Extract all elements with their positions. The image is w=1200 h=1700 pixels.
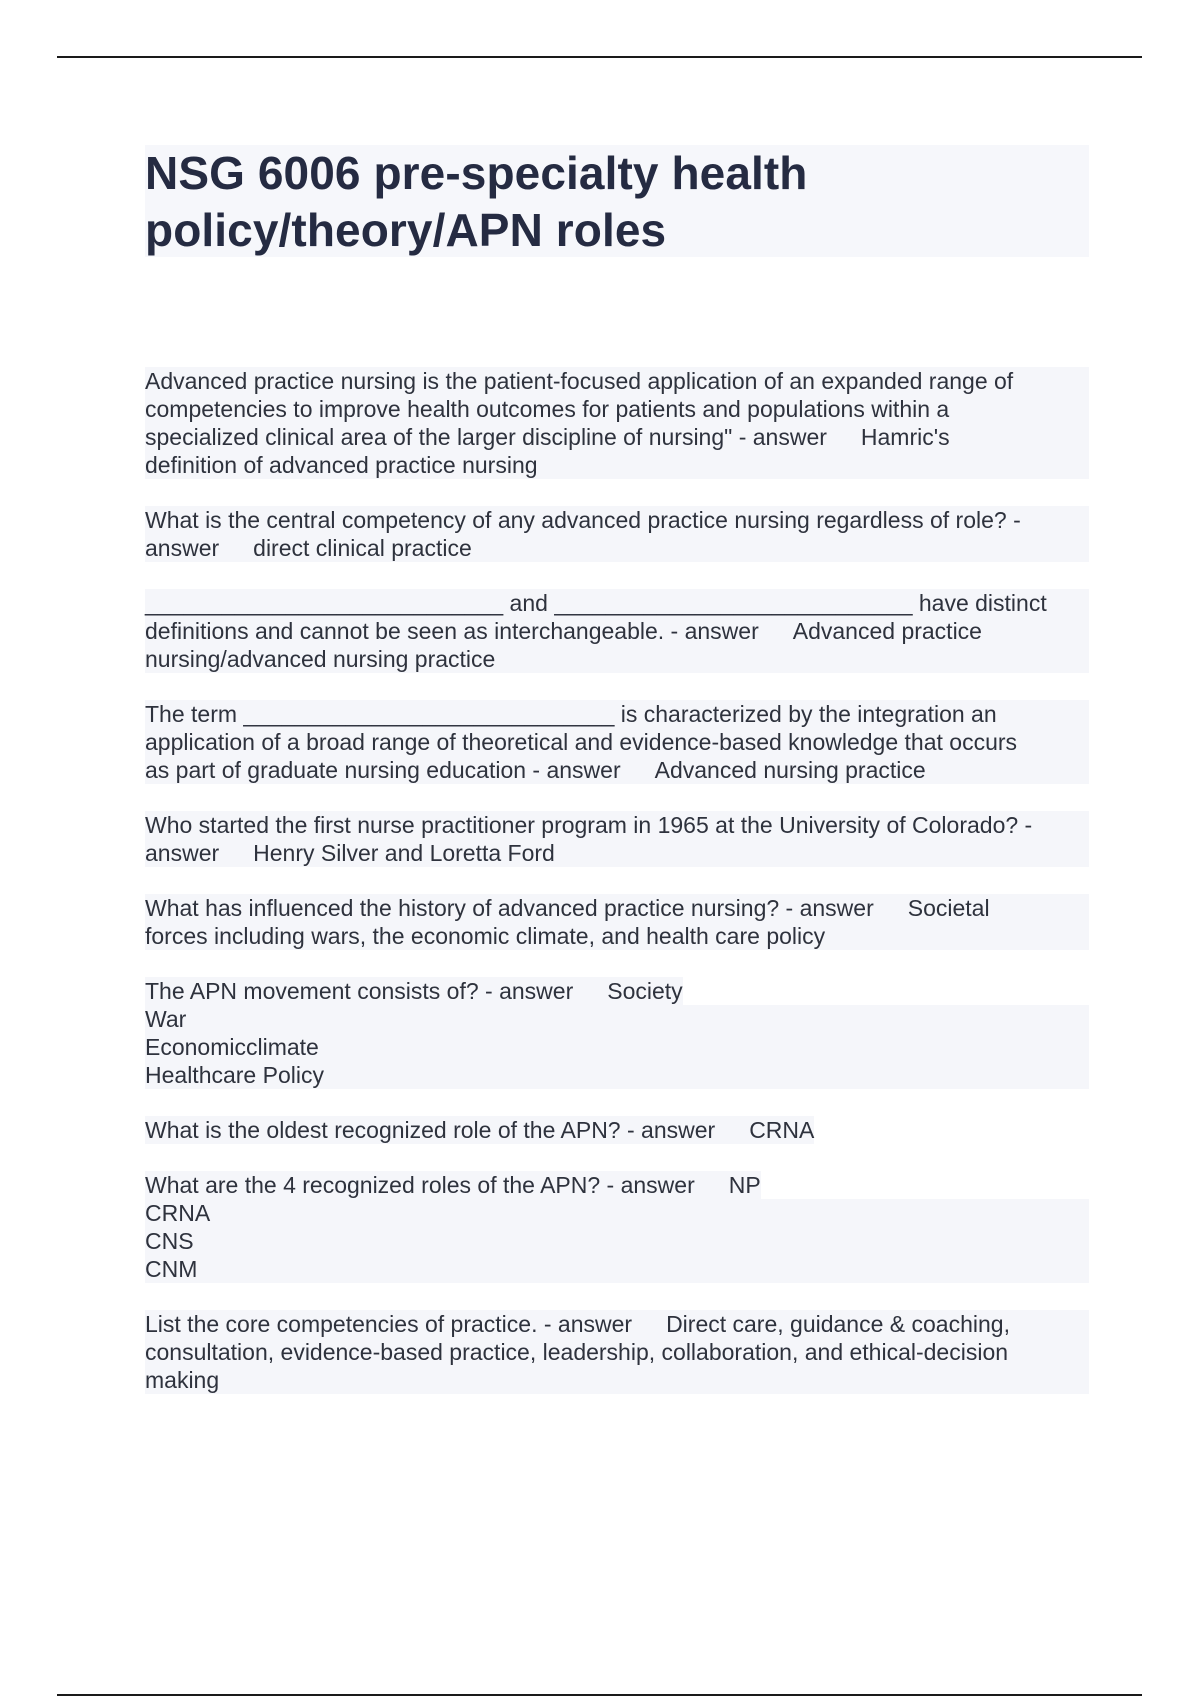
qa-line: application of a broad range of theoretical and evidence-based knowledge that occurs <box>145 728 1089 756</box>
qa-answer-text: CRNA <box>749 1117 815 1143</box>
top-rule <box>57 56 1142 58</box>
qa-line: CNS <box>145 1227 1089 1255</box>
qa-answer-text: Direct care, guidance & coaching, <box>666 1311 1010 1337</box>
title-line-2: policy/theory/APN roles <box>145 204 667 256</box>
qa-question-text: as part of graduate nursing education - answer <box>145 757 621 783</box>
title-block <box>145 145 1089 257</box>
qa-item <box>145 894 1089 950</box>
qa-line: competencies to improve health outcomes for patients and populations within a <box>145 395 1089 423</box>
qa-line <box>145 977 683 1005</box>
qa-line: Advanced practice nursing is the patient-focused application of an expanded range of <box>145 367 1089 395</box>
qa-question-text: definitions and cannot be seen as interchangeable. - answer <box>145 618 759 644</box>
page-title <box>145 145 1089 259</box>
qa-line <box>145 1171 761 1199</box>
qa-question-text: specialized clinical area of the larger discipline of nursing" - answer <box>145 424 827 450</box>
qa-item <box>145 811 1089 867</box>
qa-line: The term _____________________________ is characterized by the integration an <box>145 700 1089 728</box>
qa-item <box>145 700 1089 784</box>
qa-answer-text: Hamric's <box>860 424 950 450</box>
qa-question-text: List the core competencies of practice. - answer <box>145 1311 633 1337</box>
qa-line: nursing/advanced nursing practice <box>145 645 1089 673</box>
qa-line: Healthcare Policy <box>145 1061 1089 1089</box>
qa-line: consultation, evidence-based practice, leadership, collaboration, and ethical-decision <box>145 1338 1089 1366</box>
qa-item <box>145 1310 1089 1394</box>
qa-question-text: What is the oldest recognized role of the APN? - answer <box>145 1117 716 1143</box>
qa-question-text: answer <box>145 840 220 866</box>
qa-question-text: What are the 4 recognized roles of the APN? - answer <box>145 1172 695 1198</box>
qa-question-text: The APN movement consists of? - answer <box>145 978 574 1004</box>
qa-line: Economicclimate <box>145 1033 1089 1061</box>
qa-answer-text: NP <box>728 1172 761 1198</box>
qa-item <box>145 367 1089 479</box>
qa-line: ____________________________ and ____________________________ have distinct <box>145 589 1089 617</box>
qa-answer-text: Society <box>607 978 683 1004</box>
qa-line <box>145 839 1089 867</box>
qa-line: making <box>145 1366 1089 1394</box>
qa-line <box>145 617 1089 645</box>
qa-line <box>145 1116 814 1144</box>
qa-line: CNM <box>145 1255 1089 1283</box>
qa-line <box>145 756 1089 784</box>
qa-question-text: answer <box>145 535 220 561</box>
qa-item <box>145 506 1089 562</box>
qa-list <box>145 367 1089 1394</box>
qa-answer-text: Advanced practice <box>792 618 982 644</box>
qa-item <box>145 589 1089 673</box>
qa-item <box>145 1171 1089 1283</box>
qa-answer-text: Advanced nursing practice <box>654 757 926 783</box>
qa-answer-text: Societal <box>907 895 990 921</box>
qa-question-text: What has influenced the history of advanced practice nursing? - answer <box>145 895 874 921</box>
title-line-1: NSG 6006 pre-specialty health <box>145 147 808 199</box>
qa-line <box>145 894 1089 922</box>
qa-line <box>145 1310 1089 1338</box>
qa-answer-text: Henry Silver and Loretta Ford <box>253 840 555 866</box>
qa-line: CRNA <box>145 1199 1089 1227</box>
qa-line <box>145 534 1089 562</box>
bottom-rule <box>57 1694 1142 1696</box>
qa-line <box>145 423 1089 451</box>
qa-line: forces including wars, the economic climate, and health care policy <box>145 922 1089 950</box>
document-body <box>145 145 1089 1421</box>
qa-line: Who started the first nurse practitioner program in 1965 at the University of Colorado? - <box>145 811 1089 839</box>
qa-line: War <box>145 1005 1089 1033</box>
qa-item <box>145 977 1089 1089</box>
qa-line: definition of advanced practice nursing <box>145 451 1089 479</box>
qa-line: What is the central competency of any advanced practice nursing regardless of role? - <box>145 506 1089 534</box>
qa-item <box>145 1116 1089 1144</box>
qa-answer-text: direct clinical practice <box>253 535 472 561</box>
